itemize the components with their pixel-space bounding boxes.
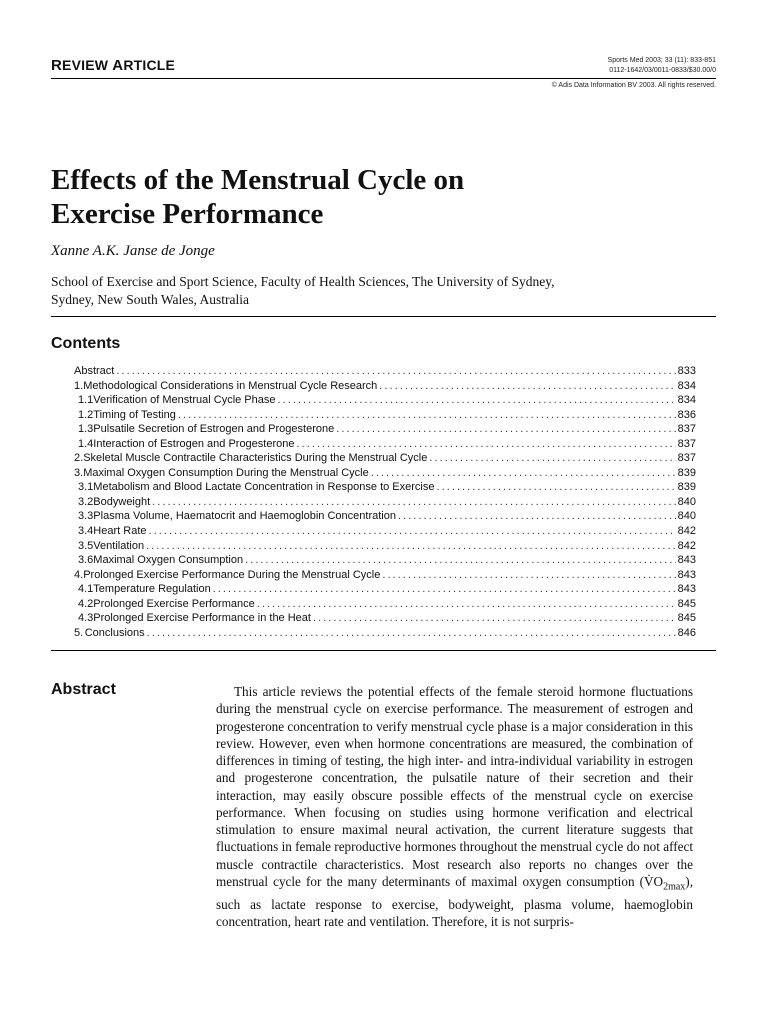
toc-entry-label: Bodyweight xyxy=(93,495,151,508)
toc-entry[interactable] xyxy=(74,480,696,495)
toc-entry-number: 3.4 xyxy=(78,525,94,538)
toc-entry-number: 3.5 xyxy=(78,539,94,552)
toc-entry[interactable] xyxy=(74,495,696,510)
toc-entry-label: Maximal Oxygen Consumption During the Menstrual Cycle xyxy=(83,466,369,479)
toc-entry-page: 842 xyxy=(677,525,696,538)
toc-entry-label: Abstract xyxy=(74,365,115,377)
toc-leader-dots xyxy=(278,393,676,408)
abstract-text-part: This article reviews the potential effects of the female steroid hormone fluctuations during the menstrual cycle on exercise performance. The measurement of estrogen and progesterone concentration to verify menstrual cycle phase is a major consideration in this review. However, even when hormone concentrations are measured, the combination of differences in timing of testing, the high inter- and intra-individual variability in estrogen and progesterone concentration, the pulsatile nature of their secretion and their interaction, may easily obscure possible effects of the menstrual cycle on exercise performance. When focusing on studies using hormone verification and electrical stimulation to ensure maximal neural activation, the current literature suggests that fluctuations in female reproductive hormones throughout the menstrual cycle do not affect muscle contractile characteristics. Most research also reports no changes over the menstrual cycle for the many determinants of maximal oxygen consumption ( xyxy=(216,684,693,889)
vo2-subscript: 2max xyxy=(663,881,686,893)
toc-entry-page: 840 xyxy=(677,510,696,523)
article-type-initial: A xyxy=(112,57,124,74)
citation: Sports Med 2003; 33 (11): 833-851 xyxy=(607,57,716,64)
toc-leader-dots xyxy=(429,451,675,466)
toc-entry[interactable] xyxy=(74,437,696,452)
toc-entry-page: 843 xyxy=(677,568,696,581)
issn: 0112-1642/03/0011-0833/$30.00/0 xyxy=(609,67,716,74)
copyright: © Adis Data Information BV 2003. All rights reserved. xyxy=(551,82,716,89)
toc-leader-dots xyxy=(178,408,676,423)
article-type-text: EVIEW xyxy=(62,57,113,73)
affiliation-line: Sydney, New South Wales, Australia xyxy=(51,292,250,307)
toc-leader-dots xyxy=(116,364,675,379)
toc-leader-dots xyxy=(152,495,675,510)
toc-entry-page: 845 xyxy=(677,612,696,625)
toc-leader-dots xyxy=(257,597,676,612)
toc-entry-page: 839 xyxy=(677,481,696,494)
toc-leader-dots xyxy=(147,626,676,641)
toc-entry[interactable] xyxy=(74,568,696,583)
toc-entry-label: Conclusions xyxy=(84,626,145,639)
toc-entry-page: 839 xyxy=(677,466,696,479)
toc-entry-number: 3.2 xyxy=(78,495,94,508)
toc-entry-label: Skeletal Muscle Contractile Characteristics During the Menstrual Cycle xyxy=(83,452,428,465)
toc-entry-number: 4. xyxy=(74,568,84,581)
toc-entry-page: 836 xyxy=(677,408,696,421)
toc-entry-number: 1.1 xyxy=(78,394,94,407)
toc-entry[interactable] xyxy=(74,451,696,466)
toc-leader-dots xyxy=(313,611,676,626)
toc-entry-number: 3. xyxy=(74,466,84,479)
title-line: Exercise Performance xyxy=(51,198,324,230)
toc-entry-number: 4.1 xyxy=(78,583,94,596)
abstract-text-part: ), such as lactate response to exercise, bodyweight, plasma volume, haemoglobin concentration, heart rate and ventilation. Therefore, it is not surpris- xyxy=(216,873,693,929)
toc-entry-page: 837 xyxy=(677,423,696,436)
toc-entry-label: Interaction of Estrogen and Progesterone xyxy=(93,437,295,450)
toc-entry-page: 840 xyxy=(677,495,696,508)
toc-entry[interactable] xyxy=(74,408,696,423)
toc-entry-label: Temperature Regulation xyxy=(93,583,211,596)
toc-entry-page: 842 xyxy=(677,539,696,552)
toc-entry[interactable] xyxy=(74,611,696,626)
toc-entry-label: Prolonged Exercise Performance xyxy=(93,597,255,610)
toc-entry-number: 1.2 xyxy=(78,408,94,421)
title-line: Effects of the Menstrual Cycle on xyxy=(51,164,465,196)
toc-entry[interactable] xyxy=(74,553,696,568)
toc-leader-dots xyxy=(382,568,675,583)
toc-entry-page: 837 xyxy=(677,452,696,465)
article-type-text: RTICLE xyxy=(123,57,176,73)
toc-entry-page: 843 xyxy=(677,554,696,567)
toc-leader-dots xyxy=(371,466,676,481)
article-type-initial: R xyxy=(51,57,63,74)
affiliation xyxy=(51,273,691,309)
contents-heading: Contents xyxy=(51,335,121,352)
toc-entry-number: 1.4 xyxy=(78,437,94,450)
toc-entry[interactable] xyxy=(74,379,696,394)
toc-entry-label: Metabolism and Blood Lactate Concentration in Response to Exercise xyxy=(93,481,435,494)
toc-entry[interactable] xyxy=(74,539,696,554)
toc-entry-label: Methodological Considerations in Menstrual Cycle Research xyxy=(83,379,378,392)
toc-entry-label: Prolonged Exercise Performance During the Menstrual Cycle xyxy=(83,568,381,581)
toc-entry[interactable] xyxy=(74,422,696,437)
abstract-heading: Abstract xyxy=(51,681,116,698)
citation-block xyxy=(608,56,716,76)
author: Xanne A.K. Janse de Jonge xyxy=(51,243,215,259)
toc-entry-label: Plasma Volume, Haematocrit and Haemoglobin Concentration xyxy=(93,510,396,523)
toc-entry-number: 2. xyxy=(74,452,84,465)
toc-entry-label: Heart Rate xyxy=(93,525,147,538)
toc-entry-number: 4.3 xyxy=(78,612,94,625)
table-of-contents xyxy=(74,364,696,640)
toc-entry-label: Prolonged Exercise Performance in the Heat xyxy=(93,612,311,625)
article-type xyxy=(51,57,175,74)
toc-entry[interactable] xyxy=(74,466,696,481)
toc-entry-number: 4.2 xyxy=(78,597,94,610)
toc-entry-page: 843 xyxy=(677,583,696,596)
toc-entry-label: Timing of Testing xyxy=(93,408,176,421)
article-title xyxy=(51,163,711,231)
toc-entry-label: Maximal Oxygen Consumption xyxy=(93,554,244,567)
toc-leader-dots xyxy=(296,437,675,452)
toc-entry-label: Pulsatile Secretion of Estrogen and Progesterone xyxy=(93,423,335,436)
toc-entry-page: 833 xyxy=(677,365,696,377)
toc-entry-number: 3.1 xyxy=(78,481,94,494)
toc-entry-number: 5. xyxy=(74,626,84,639)
toc-leader-dots xyxy=(398,509,676,524)
vo2-symbol: V̇O xyxy=(644,873,664,889)
toc-entry-number: 3.3 xyxy=(78,510,94,523)
toc-entry-label: Ventilation xyxy=(93,539,145,552)
toc-entry-page: 845 xyxy=(677,597,696,610)
toc-leader-dots xyxy=(379,379,675,394)
header-rule xyxy=(51,78,716,79)
toc-entry[interactable] xyxy=(74,626,696,641)
toc-entry-label: Verification of Menstrual Cycle Phase xyxy=(93,394,276,407)
toc-leader-dots xyxy=(146,539,676,554)
toc-leader-dots xyxy=(245,553,676,568)
toc-entry[interactable] xyxy=(74,524,696,539)
affiliation-line: School of Exercise and Sport Science, Faculty of Health Sciences, The University of Sydney, xyxy=(51,274,555,289)
toc-entry-page: 834 xyxy=(677,394,696,407)
toc-entry[interactable] xyxy=(74,509,696,524)
toc-entry[interactable] xyxy=(74,582,696,597)
toc-entry[interactable] xyxy=(74,597,696,612)
toc-entry-page: 834 xyxy=(677,379,696,392)
toc-leader-dots xyxy=(149,524,676,539)
toc-leader-dots xyxy=(213,582,676,597)
toc-entry-number: 1.3 xyxy=(78,423,94,436)
section-rule xyxy=(51,316,716,317)
section-rule xyxy=(51,650,716,651)
toc-leader-dots xyxy=(336,422,675,437)
toc-leader-dots xyxy=(437,480,676,495)
abstract-text xyxy=(216,683,693,930)
toc-entry-number: 3.6 xyxy=(78,554,94,567)
toc-entry-number: 1. xyxy=(74,379,84,392)
toc-entry[interactable] xyxy=(74,393,696,408)
toc-entry[interactable] xyxy=(74,364,696,379)
toc-entry-page: 837 xyxy=(677,437,696,450)
toc-entry-page: 846 xyxy=(677,626,696,639)
